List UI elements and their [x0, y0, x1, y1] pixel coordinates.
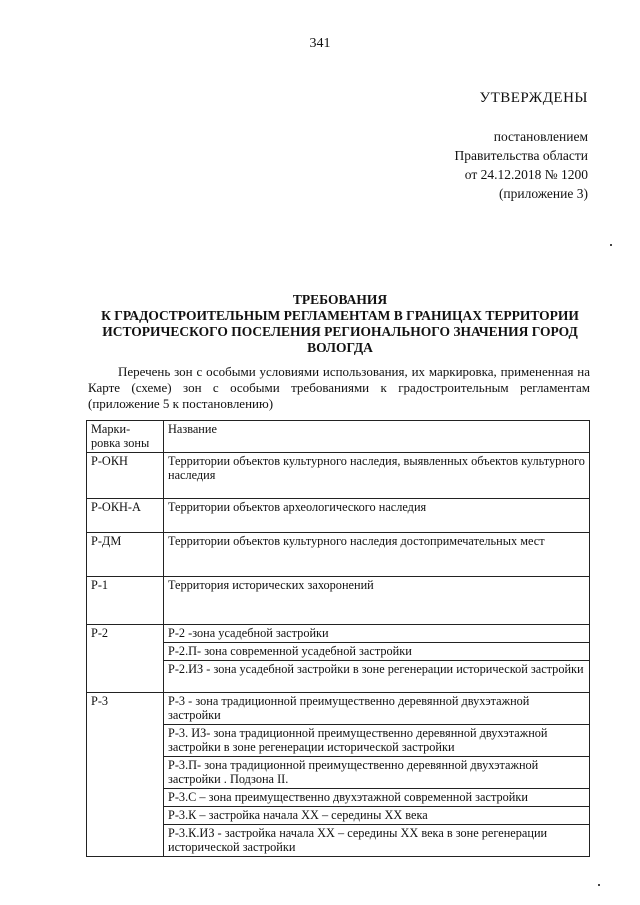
- table-row: [87, 533, 590, 577]
- scan-speck: [598, 884, 600, 886]
- table-row: [87, 499, 590, 533]
- title-line: ИСТОРИЧЕСКОГО ПОСЕЛЕНИЯ РЕГИОНАЛЬНОГО ЗНАЧЕНИЯ ГОРОД: [102, 324, 578, 339]
- approval-line: Правительства области: [454, 148, 588, 163]
- zone-name: Р-3.К.ИЗ - застройка начала XX – середины XX века в зоне регенерации исторической застройки: [164, 825, 590, 857]
- zone-name: Территории объектов культурного наследия, выявленных объектов культурного наследия: [164, 453, 590, 499]
- approval-line: постановлением: [493, 129, 588, 144]
- zone-name: Р-3. ИЗ- зона традиционной преимущественно деревянной двухэтажной застройки в зоне регенерации исторической застройки: [164, 725, 590, 757]
- header-code: Марки-ровка зоны: [87, 421, 164, 453]
- zone-name: Территории объектов культурного наследия достопримечательных мест: [164, 533, 590, 577]
- zones-table: [86, 420, 590, 857]
- table-row: [87, 625, 590, 643]
- zone-name: Р-3.П- зона традиционной преимущественно деревянной двухэтажной застройки . Подзона II.: [164, 757, 590, 789]
- zone-name: Территория исторических захоронений: [164, 577, 590, 625]
- zone-code: Р-3: [87, 693, 164, 857]
- scan-speck: [610, 244, 612, 246]
- zone-code: Р-2: [87, 625, 164, 693]
- title-line: К ГРАДОСТРОИТЕЛЬНЫМ РЕГЛАМЕНТАМ В ГРАНИЦАХ ТЕРРИТОРИИ: [101, 308, 579, 323]
- approval-title: УТВЕРЖДЕНЫ: [479, 90, 588, 106]
- table-row: [87, 577, 590, 625]
- intro-paragraph: [88, 364, 590, 412]
- zone-name: Р-3 - зона традиционной преимущественно деревянной двухэтажной застройки: [164, 693, 590, 725]
- document-title: [80, 292, 600, 356]
- table-header-row: [87, 421, 590, 453]
- zone-name: Территории объектов археологического наследия: [164, 499, 590, 533]
- table-row: [87, 693, 590, 725]
- zone-name: Р-2 -зона усадебной застройки: [164, 625, 590, 643]
- zone-code: Р-ДМ: [87, 533, 164, 577]
- approval-line: от 24.12.2018 № 1200: [464, 167, 588, 182]
- zone-code: Р-ОКН-А: [87, 499, 164, 533]
- zone-code: Р-1: [87, 577, 164, 625]
- intro-text: Перечень зон с особыми условиями использования, их маркировка, примененная на Карте (схеме) зон с особыми требованиями к градостроительным регламентам (приложение 5 к постановлению): [88, 364, 590, 411]
- approval-line: (приложение 3): [498, 186, 588, 201]
- zone-code: Р-ОКН: [87, 453, 164, 499]
- page-number: 341: [309, 36, 331, 51]
- zone-name: Р-2.П- зона современной усадебной застройки: [164, 643, 590, 661]
- zone-name: Р-3.К – застройка начала XX – середины XX века: [164, 807, 590, 825]
- header-name: Название: [164, 421, 590, 453]
- table-row: [87, 453, 590, 499]
- zone-name: Р-3.С – зона преимущественно двухэтажной современной застройки: [164, 789, 590, 807]
- zone-name: Р-2.ИЗ - зона усадебной застройки в зоне регенерации исторической застройки: [164, 661, 590, 693]
- zones-body: [87, 453, 590, 857]
- approval-block: [455, 127, 588, 203]
- title-line: ВОЛОГДА: [307, 340, 373, 355]
- title-line: ТРЕБОВАНИЯ: [292, 292, 388, 307]
